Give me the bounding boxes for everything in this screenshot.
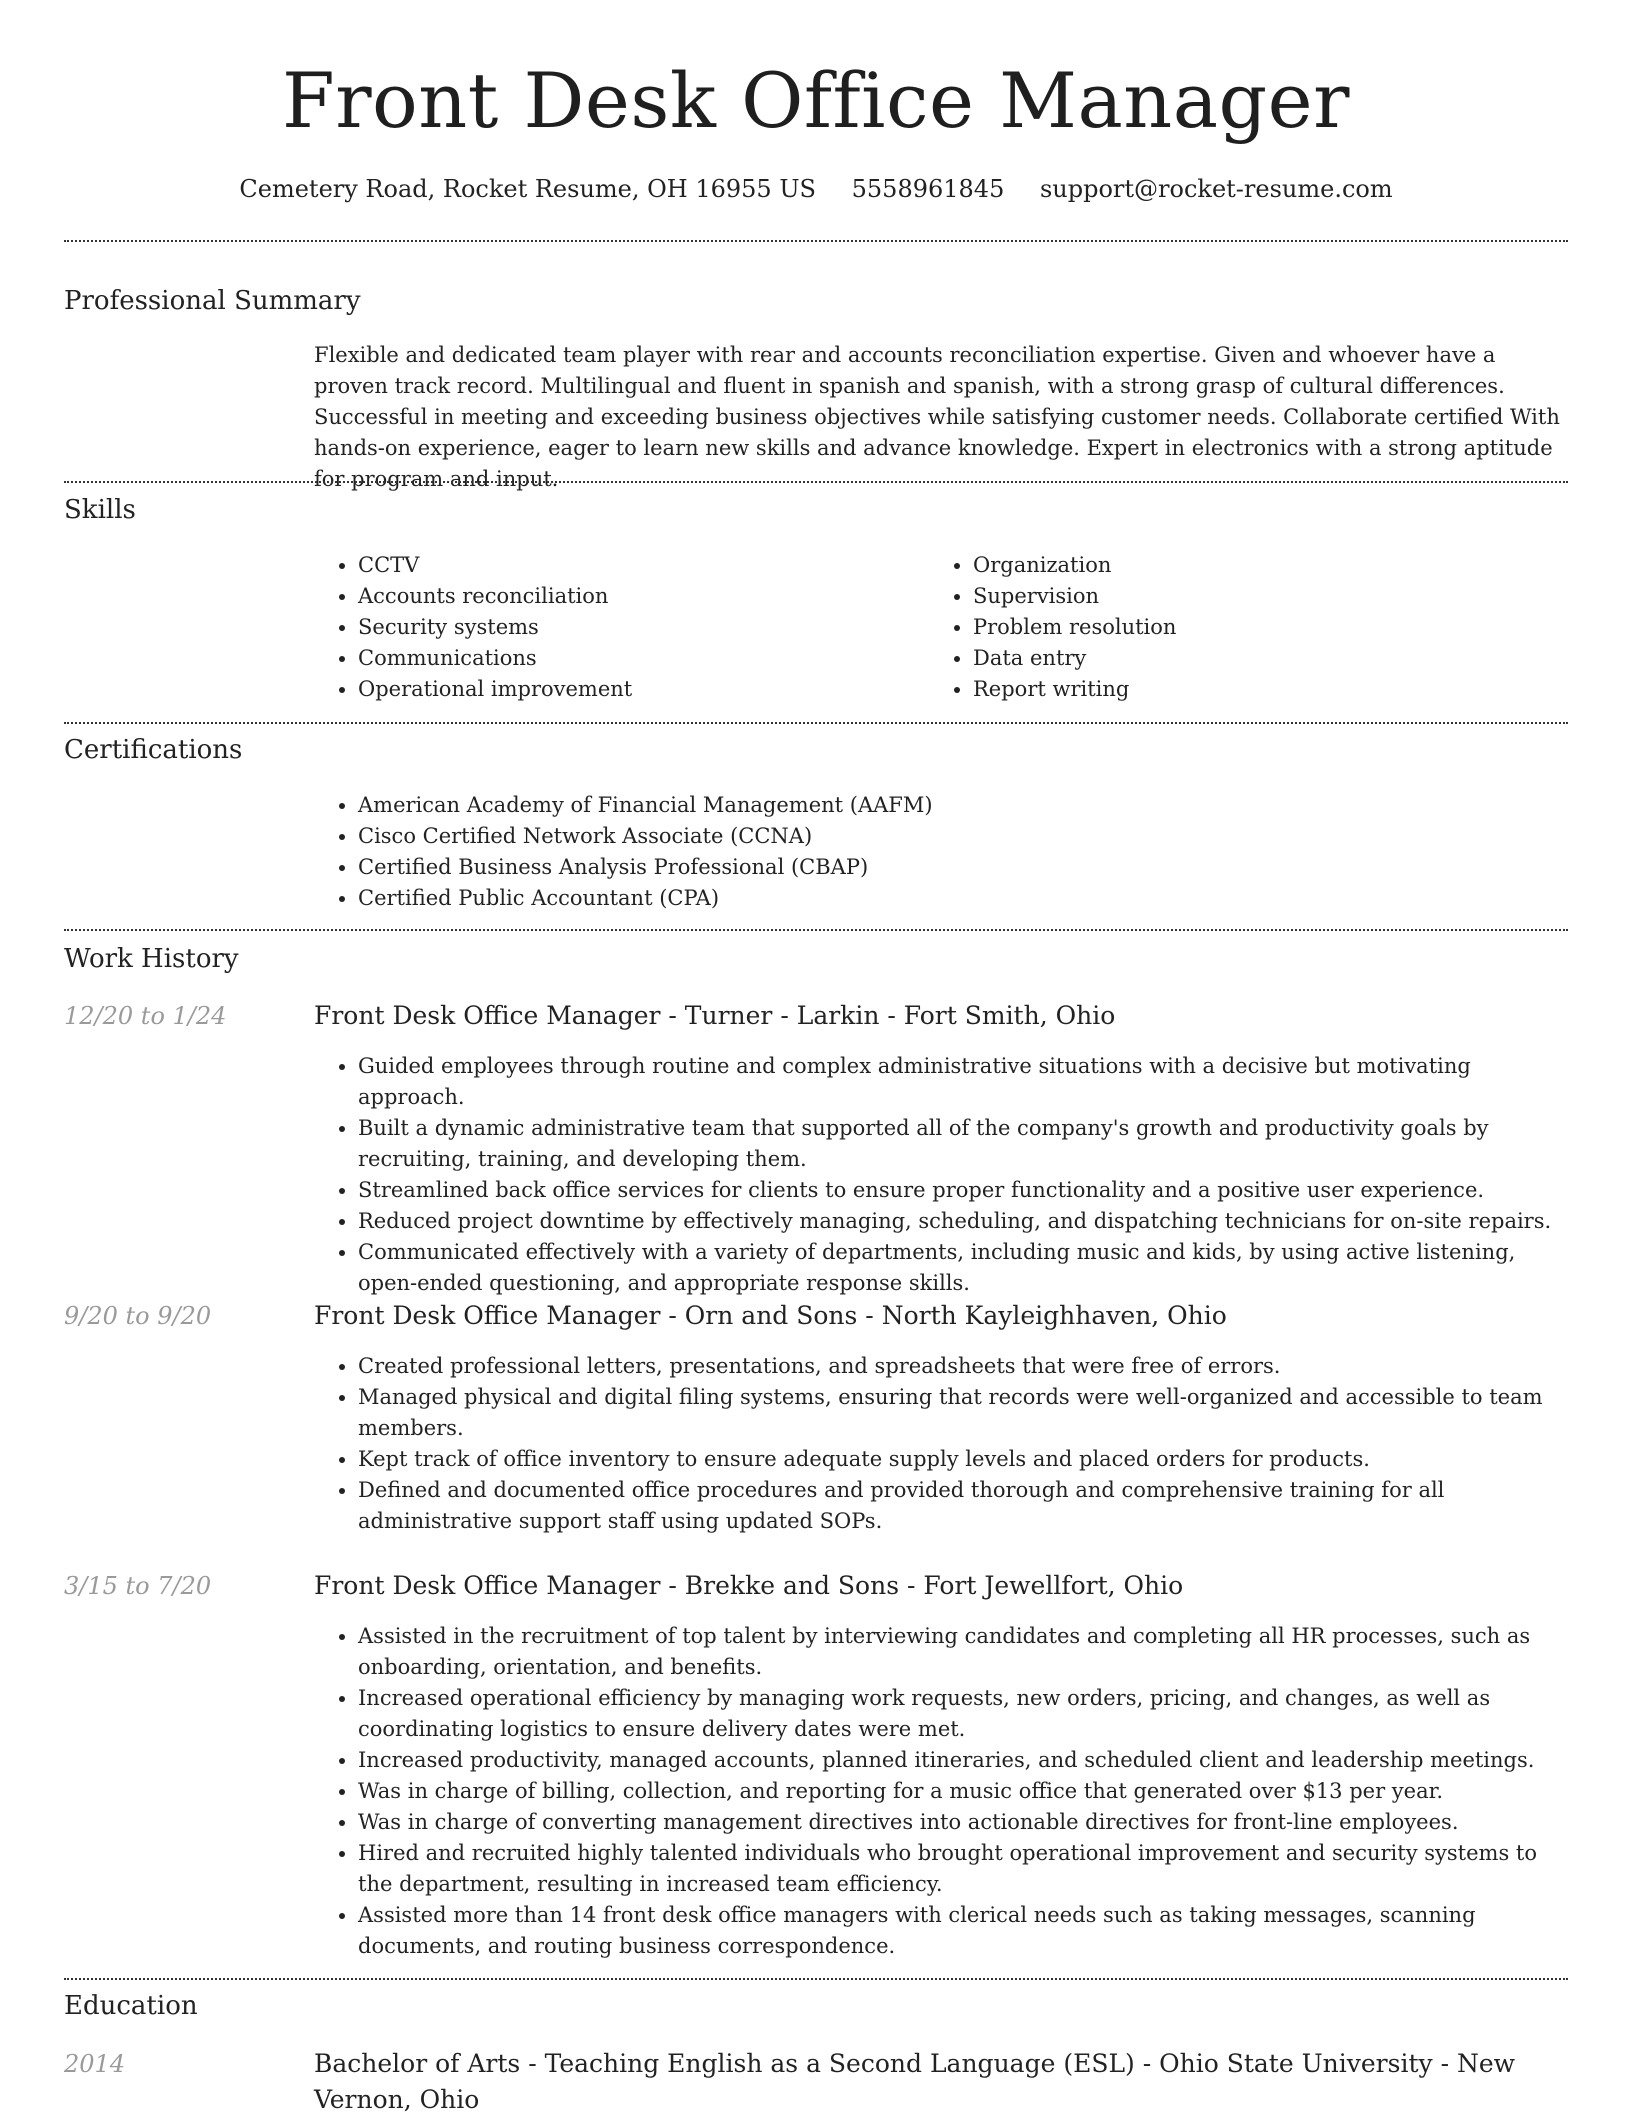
job-bullet: • Kept track of office inventory to ensure adequate supply levels and placed orders for products.: [358, 1444, 1568, 1475]
skill-item: • Communications: [358, 643, 914, 674]
section-title-certifications: Certifications: [64, 735, 243, 765]
job-dates: 3/15 to 7/20: [64, 1572, 212, 1600]
job-bullet: • Was in charge of billing, collection, and reporting for a music office that generated over $13 per year.: [358, 1776, 1568, 1807]
contact-line: [0, 169, 1632, 209]
section-title-summary: Professional Summary: [64, 286, 361, 316]
contact-phone: 5558961845: [851, 175, 1005, 203]
contact-address: Cemetery Road, Rocket Resume, OH 16955 US: [239, 175, 816, 203]
job-bullets: [314, 1621, 1568, 1962]
job-bullet: • Assisted in the recruitment of top talent by interviewing candidates and completing all HR processes, such as onboarding, orientation, and benefits.: [358, 1621, 1568, 1683]
section-divider: [64, 929, 1568, 931]
section-title-work-history: Work History: [64, 944, 239, 974]
skill-item: • Accounts reconciliation: [358, 581, 914, 612]
job-bullet: • Built a dynamic administrative team that supported all of the company's growth and productivity goals by recruiting, training, and developing them.: [358, 1113, 1568, 1175]
education-degree: Bachelor of Arts - Teaching English as a Second Language (ESL) - Ohio State University - New Vernon, Ohio: [314, 2049, 1516, 2114]
contact-email: support@rocket-resume.com: [1039, 175, 1393, 203]
summary-text: Flexible and dedicated team player with rear and accounts reconciliation expertise. Given and whoever have a proven track record. Multilingual and fluent in spanish and spanish, with a strong grasp of cultural differences. Successful in meeting and exceeding business objectives while satisfying customer needs. Collaborate certified With hands-on experience, eager to learn new skills and advance knowledge. Expert in electronics with a strong aptitude for program and input.: [314, 343, 1560, 491]
skill-item: • Data entry: [973, 643, 1529, 674]
job-dates: 12/20 to 1/24: [64, 1002, 227, 1030]
certification-item: • Cisco Certified Network Associate (CCNA): [358, 821, 1568, 852]
job-bullets: [314, 1351, 1568, 1537]
job-bullet: • Managed physical and digital filing systems, ensuring that records were well-organized and accessible to team members.: [358, 1382, 1568, 1444]
job-bullet: • Increased productivity, managed accounts, planned itineraries, and scheduled client and leadership meetings.: [358, 1745, 1568, 1776]
skills-column-right: [929, 550, 1529, 705]
section-title-skills: Skills: [64, 495, 136, 525]
skill-item: • Report writing: [973, 674, 1529, 705]
job-bullet: • Communicated effectively with a variety of departments, including music and kids, by using active listening, open-ended questioning, and appropriate response skills.: [358, 1237, 1568, 1299]
section-divider: [64, 481, 1568, 483]
job-dates: 9/20 to 9/20: [64, 1302, 212, 1330]
certification-item: • American Academy of Financial Management (AAFM): [358, 790, 1568, 821]
education-year: 2014: [64, 2050, 126, 2078]
job-bullet: • Increased operational efficiency by managing work requests, new orders, pricing, and changes, as well as coordinating logistics to ensure delivery dates were met.: [358, 1683, 1568, 1745]
job-bullet: • Defined and documented office procedures and provided thorough and comprehensive training for all administrative support staff using updated SOPs.: [358, 1475, 1568, 1537]
section-divider: [64, 722, 1568, 724]
job-bullet: • Guided employees through routine and complex administrative situations with a decisive but motivating approach.: [358, 1051, 1568, 1113]
resume-name: Front Desk Office Manager: [281, 56, 1350, 145]
job-bullet: • Hired and recruited highly talented individuals who brought operational improvement and security systems to the department, resulting in increased team efficiency.: [358, 1838, 1568, 1900]
skill-item: • CCTV: [358, 550, 914, 581]
skills-column-left: [314, 550, 914, 705]
certification-item: • Certified Public Accountant (CPA): [358, 883, 1568, 914]
skill-item: • Supervision: [973, 581, 1529, 612]
job-title: Front Desk Office Manager - Orn and Sons - North Kayleighhaven, Ohio: [314, 1301, 1227, 1330]
skill-item: • Security systems: [358, 612, 914, 643]
job-bullet: • Streamlined back office services for clients to ensure proper functionality and a positive user experience.: [358, 1175, 1568, 1206]
certifications-list: [314, 790, 1568, 914]
job-title: Front Desk Office Manager - Turner - Larkin - Fort Smith, Ohio: [314, 1001, 1116, 1030]
section-title-education: Education: [64, 1991, 198, 2021]
job-title: Front Desk Office Manager - Brekke and Sons - Fort Jewellfort, Ohio: [314, 1571, 1184, 1600]
skill-item: • Operational improvement: [358, 674, 914, 705]
skill-item: • Problem resolution: [973, 612, 1529, 643]
job-bullet: • Assisted more than 14 front desk office managers with clerical needs such as taking messages, scanning documents, and routing business correspondence.: [358, 1900, 1568, 1962]
job-bullet: • Was in charge of converting management directives into actionable directives for front-line employees.: [358, 1807, 1568, 1838]
job-bullet: • Created professional letters, presentations, and spreadsheets that were free of errors.: [358, 1351, 1568, 1382]
skill-item: • Organization: [973, 550, 1529, 581]
certification-item: • Certified Business Analysis Professional (CBAP): [358, 852, 1568, 883]
job-bullets: [314, 1051, 1568, 1299]
job-bullet: • Reduced project downtime by effectively managing, scheduling, and dispatching technicians for on-site repairs.: [358, 1206, 1568, 1237]
section-divider: [64, 240, 1568, 242]
section-divider: [64, 1978, 1568, 1980]
